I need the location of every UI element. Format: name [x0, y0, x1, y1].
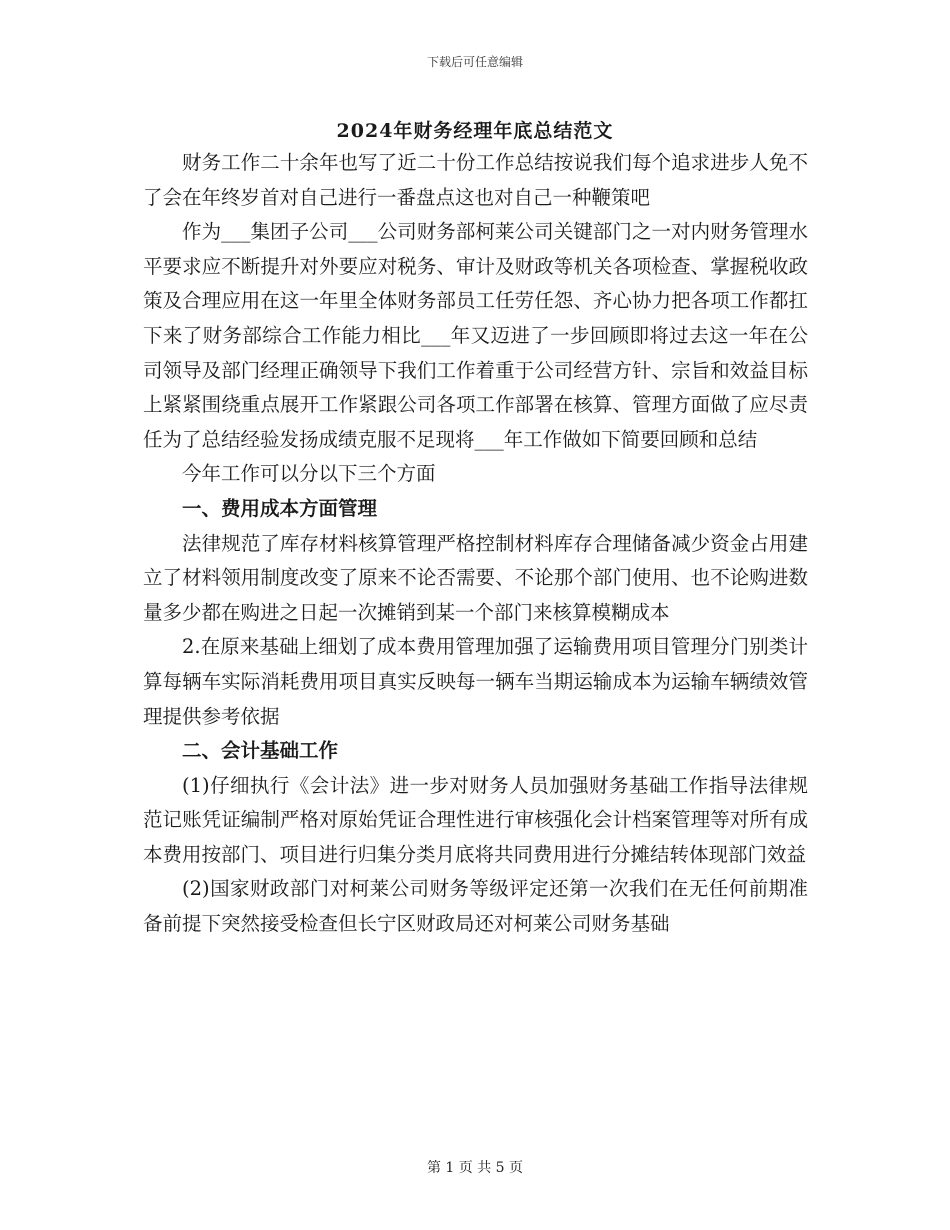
paragraph-inventory: 法律规范了库存材料核算管理严格控制材料库存合理储备减少资金占用建立了材料领用制度改变了原来不论否需要、不论那个部门使用、也不论购进数量多少都在购进之日起一次摊销到某一个部门来核算模糊成本: [143, 531, 808, 624]
header-note: 下载后可任意编辑: [426, 55, 523, 69]
document-title: 2024年财务经理年底总结范文: [336, 120, 614, 142]
page-footer: 第 1 页 共 5 页: [426, 1160, 524, 1176]
paragraph-overview: 作为___集团子公司___公司财务部柯莱公司关键部门之一对内财务管理水平要求应不断提升对外要应对税务、审计及财政等机关各项检查、掌握税收政策及合理应用在这一年里全体财务部员工任劳任怨、齐心协力把各项工作都扛下来了财务部综合工作能力相比___年又迈进了一步回顾即将过去这一年在公司领导及部门经理正确领导下我们工作着重于公司经营方针、宗旨和效益目标上紧紧围绕重点展开工作紧跟公司各项工作部署在核算、管理方面做了应尽责任为了总结经验发扬成绩克服不足现将___年工作做如下简要回顾和总结: [143, 220, 808, 451]
section-heading-accounting: 二、会计基础工作: [182, 739, 339, 763]
paragraph-intro: 财务工作二十余年也写了近二十份工作总结按说我们每个追求进步人免不了会在年终岁首对自己进行一番盘点这也对自己一种鞭策吧: [143, 151, 808, 209]
paragraph-transport-cost: 2.在原来基础上细划了成本费用管理加强了运输费用项目管理分门别类计算每辆车实际消耗费用项目真实反映每一辆车当期运输成本为运输车辆绩效管理提供参考依据: [143, 635, 808, 728]
paragraph-finance-rating: (2)国家财政部门对柯莱公司财务等级评定还第一次我们在无任何前期准备前提下突然接受检查但长宁区财政局还对柯莱公司财务基础: [143, 877, 808, 936]
paragraph-accounting-law: (1)仔细执行《会计法》进一步对财务人员加强财务基础工作指导法律规范记账凭证编制严格对原始凭证合理性进行审核强化会计档案管理等对所有成本费用按部门、项目进行归集分类月底将共同费用进行分摊结转体现部门效益: [143, 773, 808, 866]
section-heading-cost: 一、费用成本方面管理: [182, 496, 378, 520]
document-body: [143, 146, 808, 942]
paragraph-three-aspects: 今年工作可以分以下三个方面: [182, 462, 436, 486]
